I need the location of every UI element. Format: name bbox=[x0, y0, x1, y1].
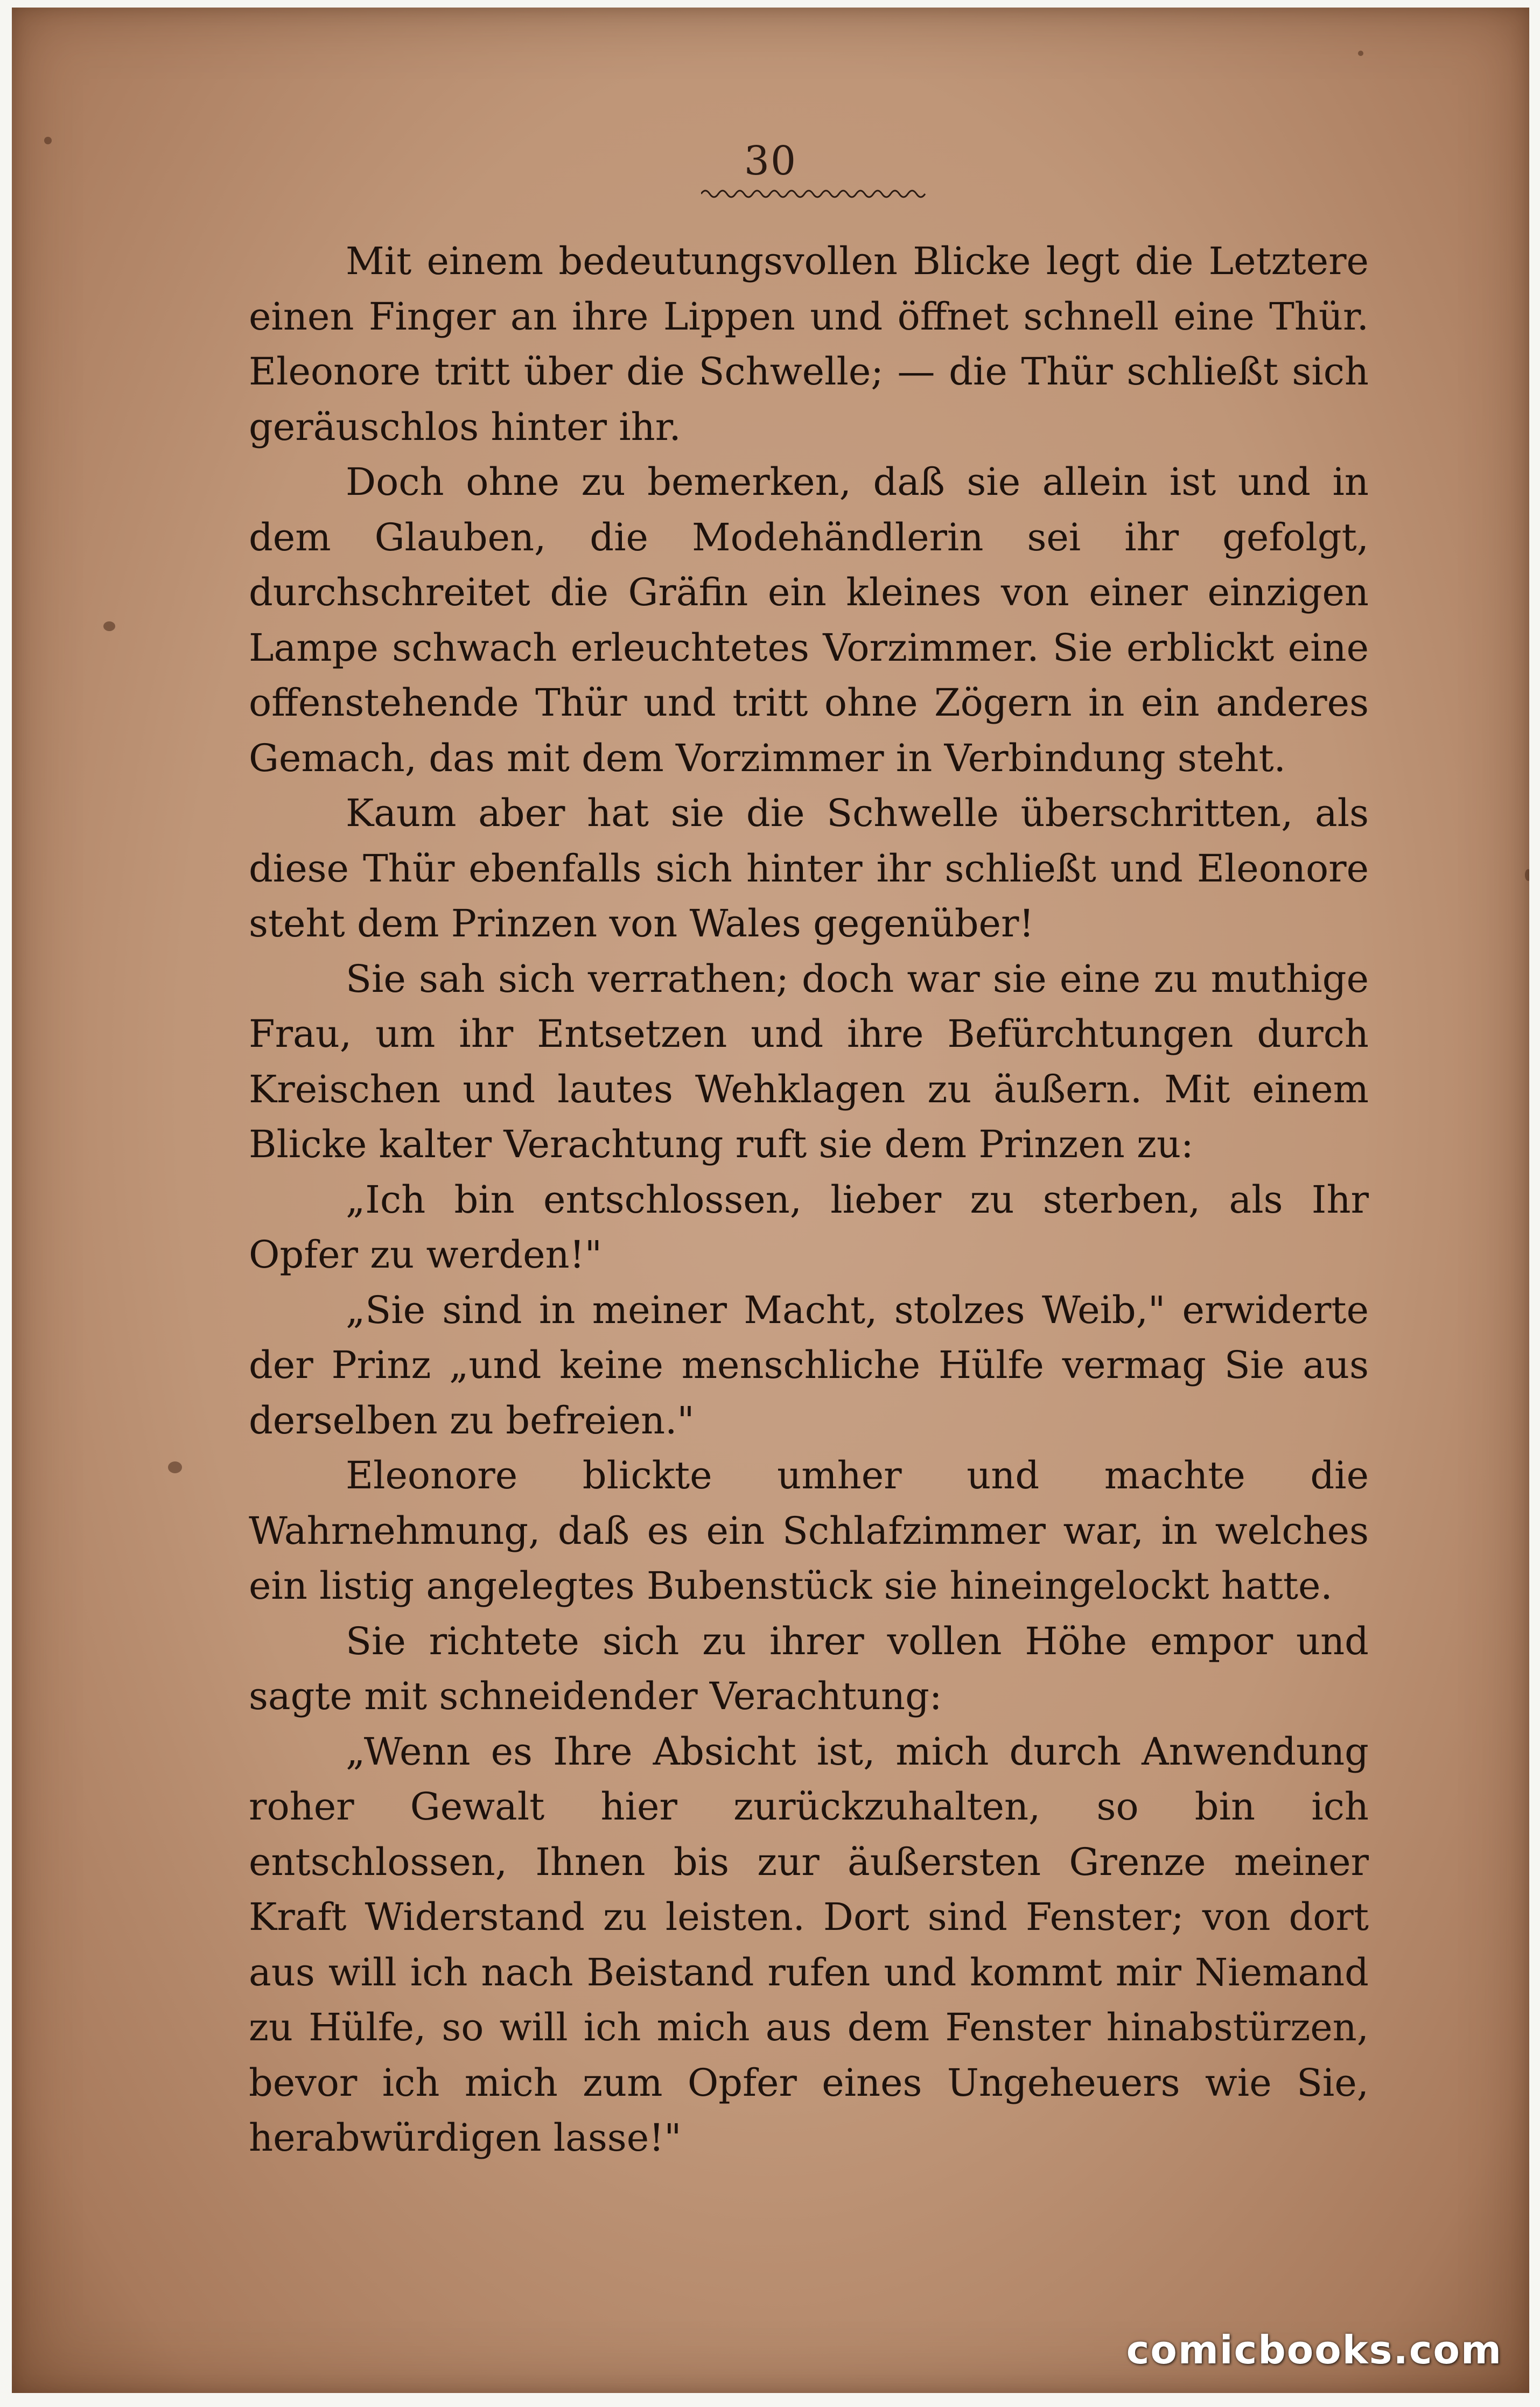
page-number: 30 bbox=[744, 138, 797, 184]
paper-speck bbox=[1525, 869, 1529, 881]
watermark-logo: comicbooks.com bbox=[1126, 2327, 1502, 2373]
paragraph: Doch ohne zu bemerken, daß sie allein ist und in dem Glauben, die Modehändlerin sei ihr gefolgt, durchschreitet die Gräfin ein kleines von einer einzigen Lampe schwach erleuchtetes Vorzimmer. Sie erblickt eine offenstehende Thür und tritt ohne Zögern in ein anderes Gemach, das mit dem Vorzimmer in Verbindung steht. bbox=[249, 460, 1369, 780]
paragraph: Sie richtete sich zu ihrer vollen Höhe empor und sagte mit schneidender Verachtung: bbox=[249, 1619, 1369, 1718]
paper-speck bbox=[168, 1461, 182, 1473]
paragraph: Sie sah sich verrathen; doch war sie eine zu muthige Frau, um ihr Entsetzen und ihre Befürchtungen durch Kreischen und lautes Wehklagen zu äußern. Mit einem Blicke kalter Verachtung ruft sie dem Prinzen zu: bbox=[249, 956, 1369, 1166]
paper-speck bbox=[1358, 51, 1363, 56]
book-page bbox=[12, 8, 1529, 2393]
paragraph: Mit einem bedeutungsvollen Blicke legt die Letztere einen Finger an ihre Lippen und öffnet schnell eine Thür. Eleonore tritt über die Schwelle; — die Thür schließt sich geräuschlos hinter ihr. bbox=[249, 239, 1369, 449]
paragraph: Eleonore blickte umher und machte die Wahrnehmung, daß es ein Schlafzimmer war, in welches ein listig angelegtes Bubenstück sie hineingelockt hatte. bbox=[249, 1453, 1369, 1608]
body-text bbox=[249, 234, 1369, 2166]
paper-speck bbox=[103, 621, 115, 631]
paragraph: „Ich bin entschlossen, lieber zu sterben, als Ihr Opfer zu werden!" bbox=[249, 1177, 1369, 1277]
wavy-rule-ornament bbox=[701, 185, 927, 200]
paragraph: „Sie sind in meiner Macht, stolzes Weib," erwiderte der Prinz „und keine menschliche Hülfe vermag Sie aus derselben zu befreien." bbox=[249, 1288, 1369, 1443]
paragraph: „Wenn es Ihre Absicht ist, mich durch Anwendung roher Gewalt hier zurückzuhalten, so bin ich entschlossen, Ihnen bis zur äußersten Grenze meiner Kraft Widerstand zu leisten. Dort sind Fenster; von dort aus will ich nach Beistand rufen und kommt mir Niemand zu Hülfe, so will ich mich aus dem Fenster hinabstürzen, bevor ich mich zum Opfer eines Ungeheuers wie Sie, herabwürdigen lasse!" bbox=[249, 1729, 1369, 2160]
paragraph: Kaum aber hat sie die Schwelle überschritten, als diese Thür ebenfalls sich hinter ihr schließt und Eleonore steht dem Prinzen von Wales gegenüber! bbox=[249, 791, 1369, 946]
